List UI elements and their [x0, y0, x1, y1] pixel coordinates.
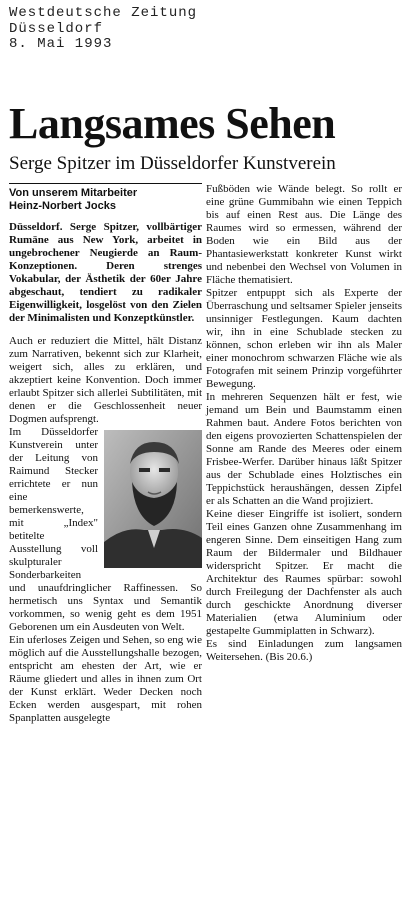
- portrait-photo: [104, 430, 202, 568]
- article-column-2: [206, 183, 402, 664]
- article-column-1: [9, 183, 202, 725]
- source-newspaper: Westdeutsche Zeitung: [9, 5, 198, 21]
- source-city: Düsseldorf: [9, 20, 104, 37]
- body-paragraph: Im Düsseldorfer Kunstverein unter der Leitung von Raimund Stecker errichtete er nun eine bemerkenswerte, mit „Index" betitelte Ausstellung voll skulpturaler Sonderbarkeiten und unaufdringlicher Raffinessen. So hermetisch uns Syntax und Semantik vorkommen, so wenig geht es dem 1951 Geborenen um ein Ausdeuten von Welt.: [9, 426, 202, 633]
- source-date: 8. Mai 1993: [9, 36, 113, 52]
- source-stamp: [9, 6, 197, 53]
- body-paragraph: Spitzer entpuppt sich als Experte der Überraschung und seltsamer Spieler jenseits unsinniger Festlegungen. Kaum dachten wir, ihn in eine Schublade stecken zu können, schon erleben wir ihn als Maler einer monochrom schwarzen Fläche wie als Fotografen mit seinem Prinzip vorgeführter Bewegung.: [206, 287, 402, 390]
- body-paragraph: In mehreren Sequenzen hält er fest, wie jemand um Bein und Baumstamm einen Rahmen baut. Andere Fotos berichten von den eigens provozierten Schattenspielen der Sonne am Rande des Meeres oder einem Frisbee-Werfer. Darüber hinaus läßt Spitzer aus der Schublade eines Holztisches ein Teppichstück heraushängen, dessen Zipfel er als Schatten an die Wand projiziert.: [206, 391, 402, 507]
- article-subheadline: Serge Spitzer im Düsseldorfer Kunstverein: [9, 153, 336, 174]
- article-body-col1-wrap: [9, 426, 202, 725]
- article-headline: Langsames Sehen: [9, 99, 336, 148]
- byline-role: Von unserem Mitarbeiter: [9, 187, 138, 199]
- body-paragraph: Fußböden wie Wände belegt. So rollt er eine grüne Gummibahn wie einen Teppich bis auf einen Rest aus. Die Länge des Raumes wird so ermessen, während der Boden wie ein Bild aus der Phantasiewerkstatt konkreter Kunst wirkt und nebenbei den Wechsel von Volumen in Fläche thematisiert.: [206, 183, 402, 286]
- portrait-photo-image: [104, 430, 202, 568]
- article-body-col1: [9, 335, 202, 426]
- article-lead: Düsseldorf. Serge Spitzer, vollbärtiger Rumäne aus New York, arbeitet in ungebrochener Neugierde an Raum-Konzeptionen. Deren strenges Vokabular, der Ästhetik der 60er Jahre abgeschaut, tendiert zu radikaler Eigenwilligkeit, losgelöst von den Zielen der Minimalisten und Konzeptkünstler.: [9, 221, 202, 324]
- body-paragraph: Keine dieser Eingriffe ist isoliert, sondern Teil eines Ganzen ohne Zusammenhang im engeren Sinne. Dem einseitigen Hang zum Raum der Bildermaler und Bildhauer widerspricht Spitzer. Er macht die Architektur des Raumes spürbar: sowohl durch Freilegung der Dachfenster als auch durch geschickte Anordnung diverser Materialien (etwa Aluminium oder gestapelte Gummiplatten in Schwarz).: [206, 508, 402, 637]
- byline-author: Heinz-Norbert Jocks: [9, 200, 116, 212]
- byline: [9, 183, 202, 213]
- body-paragraph: Es sind Einladungen zum langsamen Weitersehen. (Bis 20.6.): [206, 638, 402, 663]
- body-paragraph: Auch er reduziert die Mittel, hält Distanz zum Narrativen, bekennt sich zur Klarheit, weigert sich, alles zu erklären, und akzeptiert keine Konvention. Doch immer erlaubt Spitzer sich allerlei Subtilitäten, mit denen er die Geschlossenheit neuer Dogmen aufsprengt.: [9, 335, 202, 425]
- body-paragraph: Ein uferloses Zeigen und Sehen, so eng wie möglich auf die Ausstellungshalle bezogen, entspricht am ehesten der Art, wie er Räume gliedert und alles in ihnen zum Ort der Kunst erklärt. Weder Decken noch Ecken werden ausgespart, mit rohen Spanplatten ausgelegte: [9, 634, 202, 724]
- article-body-col2: [206, 183, 402, 664]
